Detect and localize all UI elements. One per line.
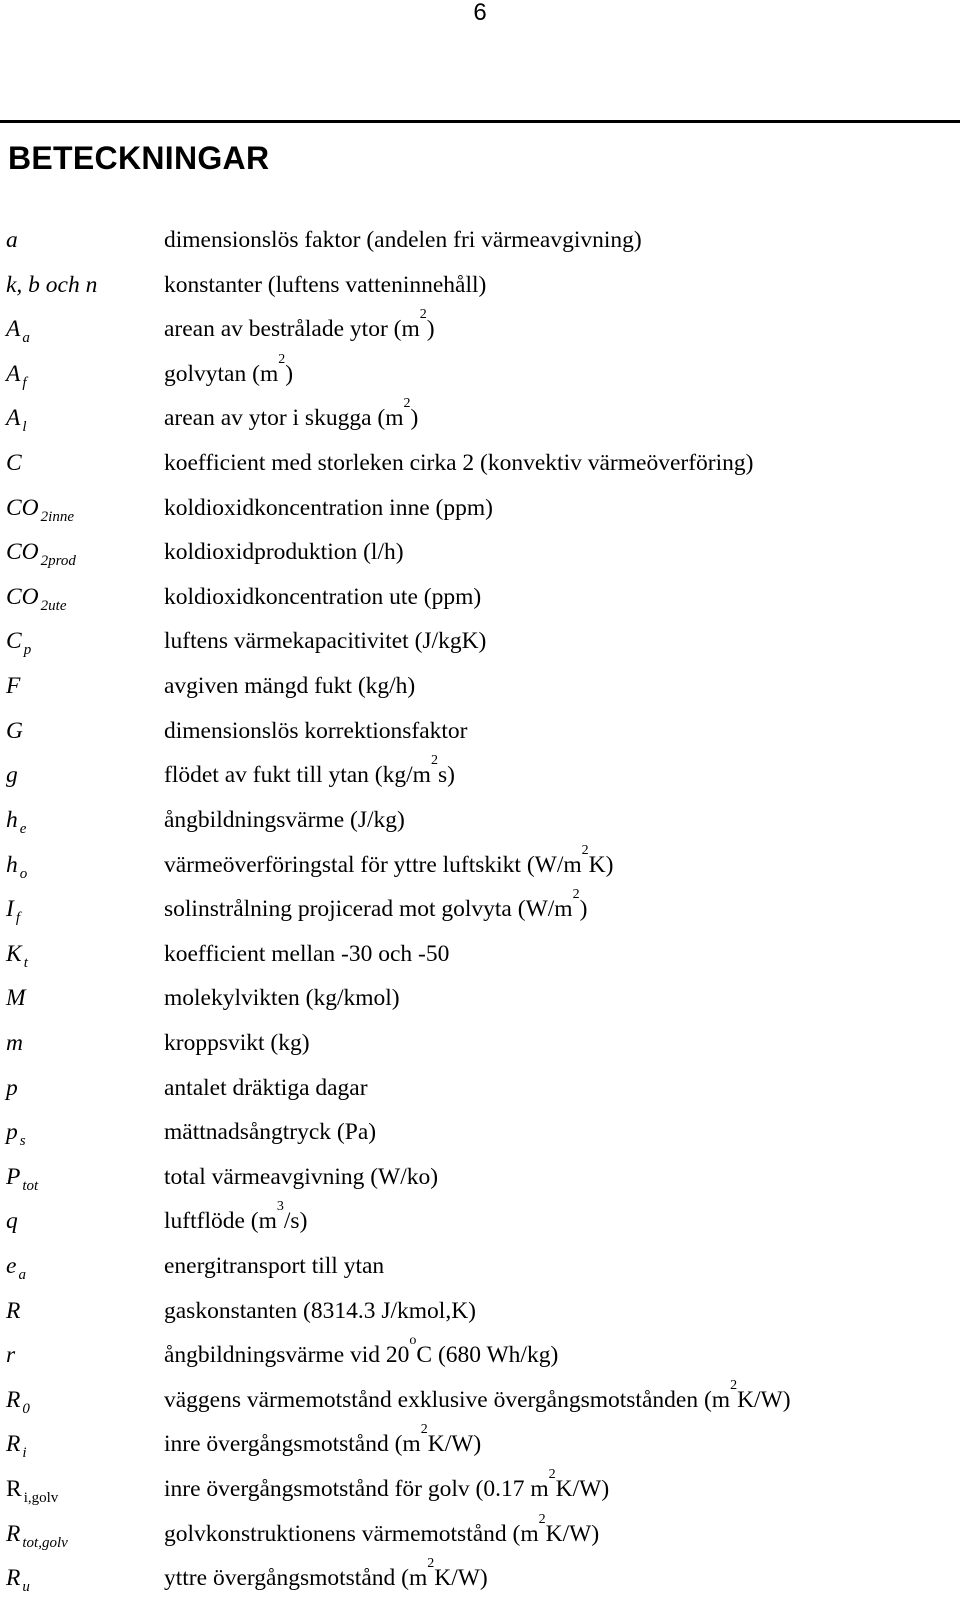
description-text-end: K/W) — [555, 1476, 610, 1503]
description-text: antalet dräktiga dagar — [164, 1074, 368, 1101]
notation-description — [164, 887, 588, 927]
description-text: värmeöverföringstal för yttre luftskikt (W/m — [164, 851, 582, 878]
notation-symbol — [0, 1516, 164, 1555]
symbol-main: R — [6, 1520, 21, 1547]
symbol-main: e — [6, 1253, 17, 1280]
notation-row — [0, 1159, 960, 1204]
symbol-main: CO — [6, 494, 39, 521]
notation-description — [164, 1422, 482, 1462]
notation-description — [164, 307, 435, 347]
notation-symbol — [0, 1382, 164, 1421]
description-text: dimensionslös faktor (andelen fri värmeavgivning) — [164, 227, 642, 253]
notation-row — [0, 1199, 960, 1248]
description-superscript: 2 — [419, 307, 427, 323]
description-text: luftflöde (m — [164, 1208, 277, 1235]
symbol-main: G — [6, 717, 23, 744]
notation-description — [164, 1556, 488, 1596]
notation-symbol — [0, 668, 164, 704]
symbol-main: r — [6, 1342, 16, 1369]
symbol-main: R — [6, 1386, 21, 1413]
notation-row — [0, 842, 960, 892]
description-text-end: ) — [426, 316, 435, 343]
symbol-main: CO — [6, 539, 39, 566]
notation-symbol — [0, 1293, 164, 1329]
notation-symbol — [0, 1426, 164, 1465]
notation-symbol — [0, 936, 164, 975]
description-superscript: 2 — [430, 753, 438, 769]
notation-row — [0, 1248, 960, 1293]
symbol-main: A — [6, 360, 21, 387]
symbol-main: A — [6, 316, 21, 343]
description-text: gaskonstanten (8314.3 J/kmol,K) — [164, 1297, 476, 1324]
symbol-main: R — [6, 1565, 21, 1592]
symbol-main: CO — [6, 583, 39, 610]
notation-description — [164, 753, 455, 793]
notation-row — [0, 668, 960, 713]
description-text: koldioxidkoncentration ute (ppm) — [164, 583, 482, 610]
notation-row — [0, 1377, 960, 1427]
notation-description — [164, 1293, 476, 1329]
symbol-main: h — [6, 851, 18, 878]
header-divider — [0, 120, 960, 123]
notation-row — [0, 1070, 960, 1115]
symbol-main: R — [6, 1297, 21, 1324]
symbol-main: R — [6, 1476, 22, 1503]
notation-symbol — [0, 445, 164, 481]
symbol-main: K — [6, 940, 22, 967]
symbol-subscript: t — [23, 954, 28, 971]
notation-description — [164, 1199, 308, 1239]
symbol-subscript: f — [15, 910, 20, 927]
description-text: koldioxidproduktion (l/h) — [164, 539, 404, 566]
description-text: golvytan (m — [164, 360, 279, 387]
page-number: 6 — [473, 0, 487, 26]
notation-description — [164, 980, 400, 1016]
symbol-subscript: p — [23, 642, 32, 659]
symbol-main: g — [6, 762, 18, 789]
symbol-main: A — [6, 405, 21, 432]
description-text-end: K/W) — [427, 1431, 482, 1458]
notation-description — [164, 1248, 384, 1284]
description-text: arean av ytor i skugga (m — [164, 405, 404, 432]
description-text-end: ) — [579, 896, 588, 923]
description-superscript: 2 — [548, 1467, 556, 1483]
symbol-main: M — [6, 985, 26, 1012]
symbol-main: q — [6, 1208, 18, 1235]
symbol-subscript: tot — [22, 1177, 39, 1194]
notation-description — [164, 668, 415, 704]
description-superscript: 2 — [572, 887, 580, 903]
description-superscript: o — [409, 1333, 417, 1349]
description-superscript: 2 — [278, 351, 286, 367]
notation-description — [164, 1025, 310, 1061]
notation-symbol — [0, 1337, 164, 1373]
notation-row — [0, 351, 960, 401]
symbol-subscript: l — [22, 419, 27, 436]
notation-description — [164, 1511, 600, 1552]
description-text-end: C (680 Wh/kg) — [416, 1342, 559, 1369]
notation-symbol — [0, 757, 164, 793]
symbol-main: a — [6, 227, 18, 253]
symbol-subscript: e — [19, 820, 27, 837]
symbol-main: P — [6, 1163, 21, 1190]
description-text: yttre övergångsmotstånd (m — [164, 1565, 428, 1592]
notation-description — [164, 802, 405, 838]
notation-row — [0, 1293, 960, 1338]
notation-description — [164, 936, 449, 972]
description-text-end: K) — [588, 851, 614, 878]
notation-symbol — [0, 1248, 164, 1287]
notation-row — [0, 534, 960, 579]
description-superscript: 2 — [427, 1556, 435, 1572]
description-text: mättnadsångtryck (Pa) — [164, 1119, 377, 1146]
description-superscript: 3 — [276, 1199, 284, 1215]
description-text-end: ) — [410, 405, 419, 432]
notation-description — [164, 534, 404, 570]
symbol-main: F — [6, 673, 21, 700]
description-text: koefficient med storleken cirka 2 (konvektiv värmeöverföring) — [164, 450, 754, 477]
notation-row — [0, 490, 960, 535]
symbol-main: p — [6, 1074, 18, 1101]
symbol-main: h — [6, 806, 18, 833]
description-text: ångbildningsvärme vid 20 — [164, 1342, 410, 1369]
notation-row — [0, 1511, 960, 1561]
notation-symbol — [0, 1070, 164, 1106]
notation-symbol — [0, 802, 164, 841]
symbol-subscript: 2ute — [40, 597, 67, 614]
description-text: golvkonstruktionens värmemotstånd (m — [164, 1520, 539, 1547]
symbol-subscript: o — [19, 865, 28, 882]
notation-symbol — [0, 356, 164, 395]
notation-list — [0, 222, 960, 1605]
section-heading: BETECKNINGAR — [8, 140, 270, 176]
notation-row — [0, 1556, 960, 1605]
notation-row — [0, 980, 960, 1025]
notation-row — [0, 802, 960, 847]
notation-symbol — [0, 847, 164, 886]
notation-symbol — [0, 713, 164, 749]
notation-description — [164, 1333, 559, 1373]
notation-row — [0, 222, 960, 267]
description-text: koefficient mellan -30 och -50 — [164, 940, 450, 967]
symbol-subscript: u — [22, 1579, 30, 1596]
description-superscript: 2 — [403, 396, 411, 412]
notation-description — [164, 351, 294, 392]
description-text-end: K/W) — [545, 1520, 600, 1547]
notation-row — [0, 1422, 960, 1471]
notation-symbol — [0, 400, 164, 439]
notation-symbol — [0, 1560, 164, 1599]
notation-symbol — [0, 1025, 164, 1061]
notation-description — [164, 490, 493, 526]
notation-row — [0, 1025, 960, 1070]
notation-description — [164, 1467, 610, 1507]
symbol-subscript: 2prod — [40, 553, 76, 570]
description-superscript: 2 — [581, 842, 589, 858]
notation-row — [0, 623, 960, 668]
symbol-subscript: 0 — [22, 1400, 30, 1417]
symbol-main: m — [6, 1029, 23, 1056]
description-text: luftens värmekapacitivitet (J/kgK) — [164, 628, 487, 655]
description-text: inre övergångsmotstånd för golv (0.17 m — [164, 1476, 549, 1503]
symbol-subscript: tot,golv — [22, 1534, 68, 1551]
description-text-end: /s) — [283, 1208, 308, 1235]
symbol-main: C — [6, 450, 22, 477]
notation-symbol — [0, 311, 164, 350]
notation-row — [0, 713, 960, 758]
notation-symbol — [0, 490, 164, 529]
description-superscript: 2 — [730, 1377, 738, 1393]
symbol-subscript: f — [22, 374, 27, 391]
symbol-subscript: s — [19, 1133, 26, 1150]
symbol-main: R — [6, 1431, 21, 1458]
notation-description — [164, 842, 614, 883]
notation-symbol — [0, 534, 164, 573]
notation-symbol — [0, 579, 164, 618]
symbol-main: I — [6, 896, 14, 923]
description-text: kroppsvikt (kg) — [164, 1029, 310, 1056]
notation-symbol — [0, 267, 164, 303]
notation-description — [164, 579, 481, 615]
notation-description — [164, 445, 753, 481]
notation-row — [0, 307, 960, 356]
description-text-end: K/W) — [434, 1565, 488, 1592]
description-text: energitransport till ytan — [164, 1253, 385, 1280]
notation-symbol — [0, 623, 164, 662]
notation-description — [164, 1070, 368, 1106]
notation-symbol — [0, 1471, 164, 1510]
notation-row — [0, 753, 960, 802]
description-text: konstanter (luftens vatteninnehåll) — [164, 271, 487, 298]
notation-description — [164, 1114, 376, 1150]
description-text: inre övergångsmotstånd (m — [164, 1431, 421, 1458]
description-text: ångbildningsvärme (J/kg) — [164, 806, 405, 833]
notation-description — [164, 267, 486, 303]
symbol-main: k, b och n — [6, 271, 98, 298]
description-text: väggens värmemotstånd exklusive övergångsmotstånden (m — [164, 1386, 731, 1413]
notation-symbol — [0, 1114, 164, 1153]
description-superscript: 2 — [420, 1422, 428, 1438]
notation-symbol — [0, 1159, 164, 1198]
description-text-end: s) — [437, 762, 455, 789]
description-text: flödet av fukt till ytan (kg/m — [164, 762, 431, 789]
notation-description — [164, 1159, 438, 1195]
symbol-main: p — [6, 1119, 18, 1146]
notation-row — [0, 579, 960, 624]
symbol-subscript: a — [22, 330, 30, 347]
description-text: dimensionslös korrektionsfaktor — [164, 717, 468, 744]
notation-row — [0, 887, 960, 936]
notation-description — [164, 713, 468, 749]
symbol-subscript: 2inne — [40, 508, 74, 525]
notation-row — [0, 1467, 960, 1516]
description-text: arean av bestrålade ytor (m — [164, 316, 420, 343]
notation-symbol — [0, 980, 164, 1016]
symbol-main: C — [6, 628, 22, 655]
notation-row — [0, 1114, 960, 1159]
description-text: koldioxidkoncentration inne (ppm) — [164, 494, 493, 521]
notation-row — [0, 396, 960, 445]
notation-row — [0, 936, 960, 981]
notation-description — [164, 396, 419, 436]
description-text-end: ) — [285, 360, 294, 387]
description-text: solinstrålning projicerad mot golvyta (W/m — [164, 896, 573, 923]
notation-description — [164, 623, 486, 659]
symbol-subscript: i — [22, 1445, 27, 1462]
notation-row — [0, 445, 960, 490]
description-text: molekylvikten (kg/kmol) — [164, 985, 400, 1012]
description-superscript: 2 — [538, 1511, 546, 1527]
notation-description — [164, 1377, 791, 1418]
description-text: total värmeavgivning (W/ko) — [164, 1163, 439, 1190]
notation-symbol — [0, 222, 164, 258]
notation-description — [164, 222, 642, 258]
symbol-subscript: i,golv — [23, 1490, 59, 1507]
notation-row — [0, 1333, 960, 1382]
symbol-subscript: a — [18, 1267, 26, 1284]
description-text-end: K/W) — [737, 1386, 791, 1413]
description-text: avgiven mängd fukt (kg/h) — [164, 673, 416, 700]
notation-row — [0, 267, 960, 312]
notation-symbol — [0, 891, 164, 930]
notation-symbol — [0, 1203, 164, 1239]
